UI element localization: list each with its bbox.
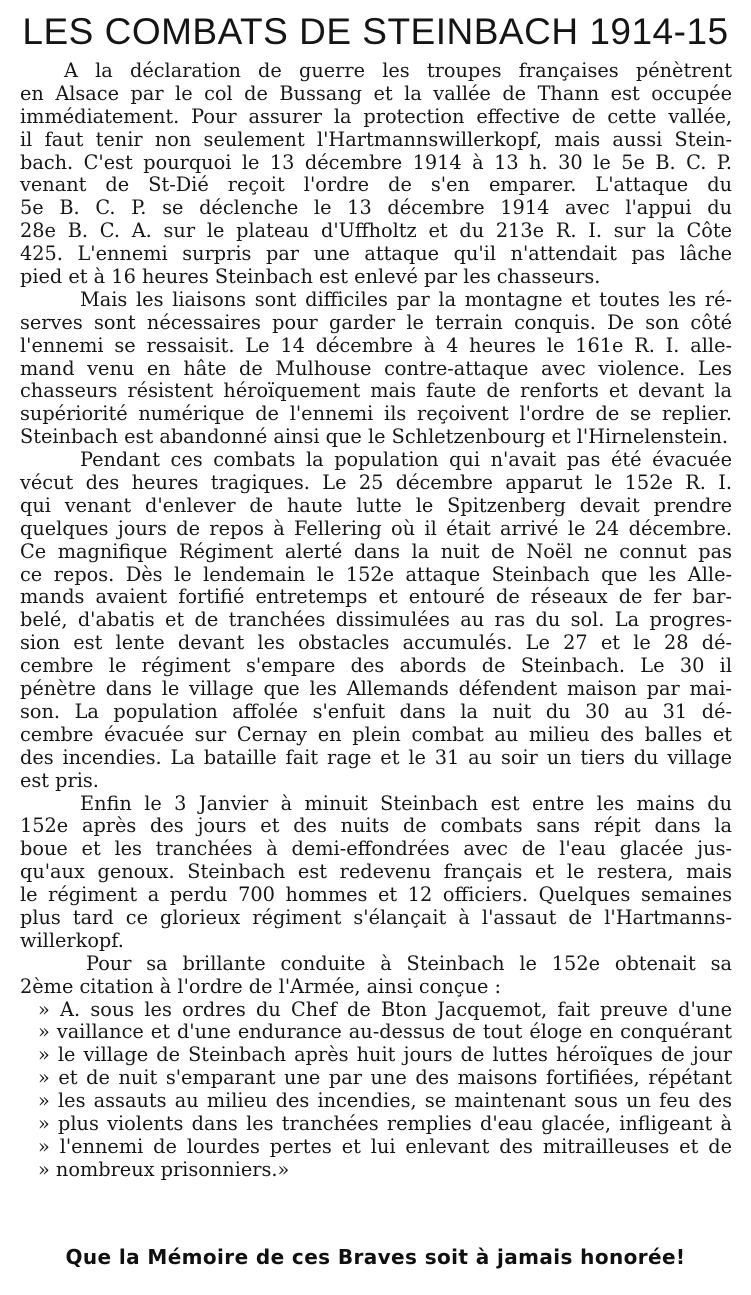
text-line: est pris. <box>20 768 99 792</box>
text-line: » A. sous les ordres du Chef de Bton Jacquemot, fait preuve d'une <box>38 997 732 1021</box>
text-line: il faut tenir non seulement l'Hartmannswillerkopf, mais aussi Stein- <box>20 127 732 151</box>
text-line: Mais les liaisons sont difficiles par la montagne et toutes les ré- <box>80 287 732 311</box>
text-line: pénètre dans le village que les Allemands défendent maison par mai- <box>20 677 732 701</box>
text-line: » les assauts au milieu des incendies, se maintenant sous un feu des <box>38 1089 732 1113</box>
text-line: » l'ennemi de lourdes pertes et lui enlevant des mitrailleuses et de <box>38 1134 732 1158</box>
text-line: vécut des heures tragiques. Le 25 décembre apparut le 152e R. I. <box>20 471 732 495</box>
article-body <box>20 60 732 1182</box>
text-line: Pendant ces combats la population qui n'avait pas été évacuée <box>80 448 732 472</box>
text-line: quelques jours de repos à Fellering où il était arrivé le 24 décembre. <box>20 516 732 540</box>
paragraph <box>20 793 732 953</box>
text-line: » plus violents dans les tranchées remplies d'eau glacée, infligeant à <box>38 1111 732 1135</box>
text-line: 28e B. C. A. sur le plateau d'Uffholtz et du 213e R. I. sur la Côte <box>20 219 732 243</box>
paragraph <box>20 60 732 289</box>
text-line: boue et les tranchées à demi-effondrées avec de l'eau glacée jus- <box>20 837 732 861</box>
text-line: chasseurs résistent héroïquement mais faute de renforts et devant la <box>20 379 732 403</box>
text-line: sion est lente devant les obstacles accumulés. Le 27 et le 28 dé- <box>20 631 732 655</box>
text-line: des incendies. La bataille fait rage et le 31 au soir un tiers du village <box>20 745 732 769</box>
text-line: 5e B. C. P. se déclenche le 13 décembre 1914 avec l'appui du <box>20 196 732 220</box>
paragraph <box>20 449 732 792</box>
text-line: » le village de Steinbach après huit jours de luttes héroïques de jour <box>38 1043 732 1067</box>
text-line: » nombreux prisonniers.» <box>38 1157 290 1181</box>
text-line: qui venant d'enlever de haute lutte le Spitzenberg devait prendre <box>20 493 732 517</box>
text-line: serves sont nécessaires pour garder le terrain conquis. De son côté <box>20 310 732 334</box>
paragraph <box>20 999 732 1182</box>
text-line: willerkopf. <box>20 928 124 952</box>
text-line: » vaillance et d'une endurance au-dessus de tout éloge en conquérant <box>38 1020 732 1044</box>
text-line: pied et à 16 heures Steinbach est enlevé par les chasseurs. <box>20 265 601 289</box>
text-line: son. La population affolée s'enfuit dans la nuit du 30 au 31 dé- <box>20 699 732 723</box>
text-line: 2ème citation à l'ordre de l'Armée, ainsi conçue : <box>20 974 501 998</box>
text-line: supériorité numérique de l'ennemi ils reçoivent l'ordre de se replier. <box>20 402 732 426</box>
text-line: Pour sa brillante conduite à Steinbach le 152e obtenait sa <box>86 951 732 975</box>
paragraph <box>20 289 732 449</box>
text-line: bach. C'est pourquoi le 13 décembre 1914 à 13 h. 30 le 5e B. C. P. <box>20 150 732 174</box>
text-line: Enfin le 3 Janvier à minuit Steinbach est entre les mains du <box>80 791 732 815</box>
text-line: cembre le régiment s'empare des abords de Steinbach. Le 30 il <box>20 654 732 678</box>
text-line: immédiatement. Pour assurer la protection effective de cette vallée, <box>20 104 732 128</box>
text-line: belé, d'abatis et de tranchées dissimulées au ras du sol. La progres- <box>20 608 732 632</box>
text-line: mand venu en hâte de Mulhouse contre-attaque avec violence. Les <box>20 356 732 380</box>
page-title: LES COMBATS DE STEINBACH 1914-15 <box>22 11 729 52</box>
text-line: A la déclaration de guerre les troupes françaises pénètrent <box>64 59 732 82</box>
text-line: mands avaient fortifié entretemps et entouré de réseaux de fer bar- <box>20 585 732 609</box>
text-line: cembre évacuée sur Cernay en plein combat au milieu des balles et <box>20 722 732 746</box>
text-line: le régiment a perdu 700 hommes et 12 officiers. Quelques semaines <box>20 883 732 907</box>
text-line: plus tard ce glorieux régiment s'élançait à l'assaut de l'Hartmanns- <box>20 905 732 929</box>
closing-motto: Que la Mémoire de ces Braves soit à jamais honorée! <box>65 1245 686 1269</box>
text-line: l'ennemi se ressaisit. Le 14 décembre à 4 heures le 161e R. I. alle- <box>20 333 732 357</box>
text-line: en Alsace par le col de Bussang et la vallée de Thann est occupée <box>20 81 732 105</box>
text-line: 152e après des jours et des nuits de combats sans répit dans la <box>20 814 732 838</box>
text-line: Steinbach est abandonné ainsi que le Schletzenbourg et l'Hirnelenstein. <box>20 425 729 449</box>
text-line: venant de St-Dié reçoit l'ordre de s'en emparer. L'attaque du <box>20 173 732 197</box>
text-line: 425. L'ennemi surpris par une attaque qu'il n'attendait pas lâche <box>20 242 732 266</box>
text-line: Ce magnifique Régiment alerté dans la nuit de Noël ne connut pas <box>20 539 732 563</box>
text-line: ce repos. Dès le lendemain le 152e attaque Steinbach que les Alle- <box>20 562 732 586</box>
paragraph <box>20 953 732 999</box>
text-line: » et de nuit s'emparant une par une des maisons fortifiées, répétant <box>38 1066 732 1090</box>
text-line: qu'aux genoux. Steinbach est redevenu français et le restera, mais <box>20 860 732 884</box>
